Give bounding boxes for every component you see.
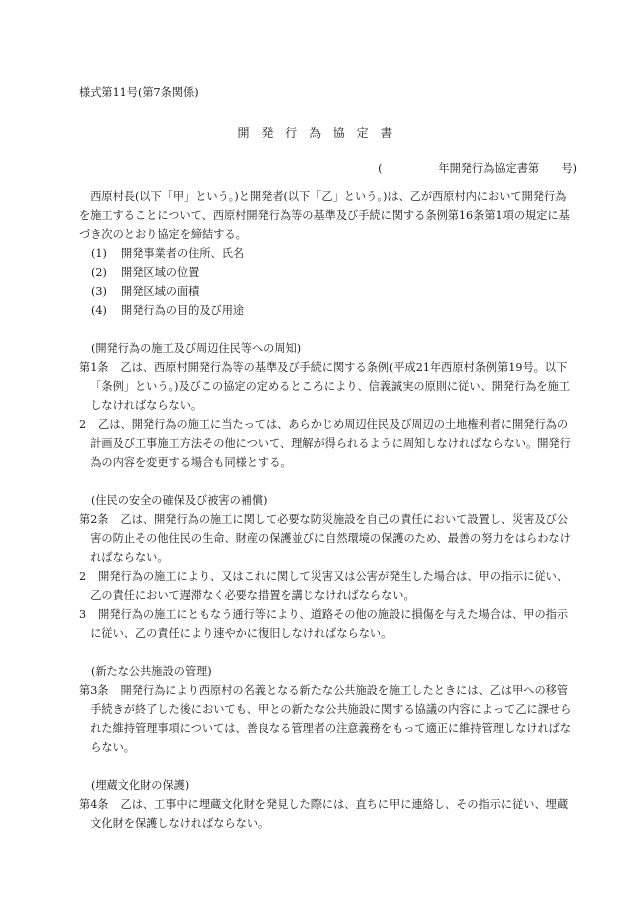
clause-label: 2 — [79, 418, 87, 431]
article-2-clause-2 — [79, 567, 576, 605]
list-item — [79, 263, 576, 282]
article-1-clause-2 — [79, 415, 576, 472]
article-3 — [79, 681, 576, 757]
article-2-clause-3 — [79, 605, 576, 643]
item-text: 開発区域の面積 — [121, 285, 200, 298]
item-number: (1) — [91, 247, 107, 260]
article-heading: (埋蔵文化財の保護) — [91, 779, 190, 792]
article-text: 乙は、工事中に埋蔵文化財を発見した際には、直ちに甲に連絡し、その指示に従い、埋蔵文化財を保護しなければならない。 — [90, 798, 569, 830]
article-heading: (新たな公共施設の管理) — [91, 665, 212, 678]
document-body — [79, 187, 576, 833]
article-label: 第3条 — [79, 684, 109, 697]
article-4 — [79, 795, 576, 833]
item-text: 開発区域の位置 — [121, 266, 200, 279]
article-label: 第4条 — [79, 798, 109, 811]
article-text: 乙は、西原村開発行為等の基準及び手続に関する条例(平成21年西原村条例第19号。以下「条例」という。)及びこの協定の定めるところにより、信義誠実の原則に従い、開発行為を施工しなければならない。 — [90, 361, 571, 412]
clause-text: 開発行為の施工にともなう通行等により、道路その他の施設に損傷を与えた場合は、甲の指示に従い、乙の責任により速やかに復旧しなければならない。 — [90, 608, 569, 640]
clause-text: 乙は、開発行為の施工に当たっては、あらかじめ周辺住民及び周辺の土地権利者に開発行為の計画及び工事施工方法その他について、理解が得られるように周知しなければならない。開発行為の内容を変更する場合も同様とする。 — [90, 418, 571, 469]
article-text: 乙は、開発行為の施工に関して必要な防災施設を自己の責任において設置し、災害及び公害の防止その他住民の生命、財産の保護並びに自然環境の保護のため、最善の努力をはらわなければならない。 — [90, 513, 571, 564]
article-heading: (開発行為の施工及び周辺住民等への周知) — [91, 342, 302, 355]
article-text: 開発行為により西原村の名義となる新たな公共施設を施工したときには、乙は甲への移管手続きが終了した後においても、甲との新たな公共施設に関する協議の内容によって乙に課せられた維持管理事項については、善良なる管理者の注意義務をもって適正に維持管理しなければならない。 — [90, 684, 572, 754]
form-number: 様式第11号(第7条関係) — [79, 86, 199, 99]
article-label: 第2条 — [79, 513, 109, 526]
item-text: 開発行為の目的及び用途 — [121, 304, 245, 317]
list-item — [79, 282, 576, 301]
document-title: 開 発 行 為 協 定 書 — [237, 126, 397, 140]
article-label: 第1条 — [79, 361, 109, 374]
clause-label: 3 — [79, 608, 87, 621]
item-number: (2) — [91, 266, 107, 279]
item-number: (4) — [91, 304, 107, 317]
list-item — [79, 301, 576, 320]
clause-label: 2 — [79, 570, 87, 583]
item-text: 開発事業者の住所、氏名 — [121, 247, 245, 260]
item-list — [79, 244, 576, 320]
article-heading: (住民の安全の確保及び被害の補償) — [91, 494, 268, 507]
preamble: 西原村長(以下「甲」という。)と開発者(以下「乙」という。)は、乙が西原村内において開発行為を施工することについて、西原村開発行為等の基準及び手続に関する条例第16条第1項の規定に基づき次のとおり協定を締結する。 — [79, 190, 570, 241]
article-1 — [79, 358, 576, 415]
agreement-number: ( 年開発行為協定書第 号) — [378, 162, 577, 175]
article-2 — [79, 510, 576, 567]
list-item — [79, 244, 576, 263]
item-number: (3) — [91, 285, 107, 298]
clause-text: 開発行為の施工により、又はこれに関して災害又は公害が発生した場合は、甲の指示に従い、乙の責任において遅滞なく必要な措置を講じなければならない。 — [90, 570, 569, 602]
